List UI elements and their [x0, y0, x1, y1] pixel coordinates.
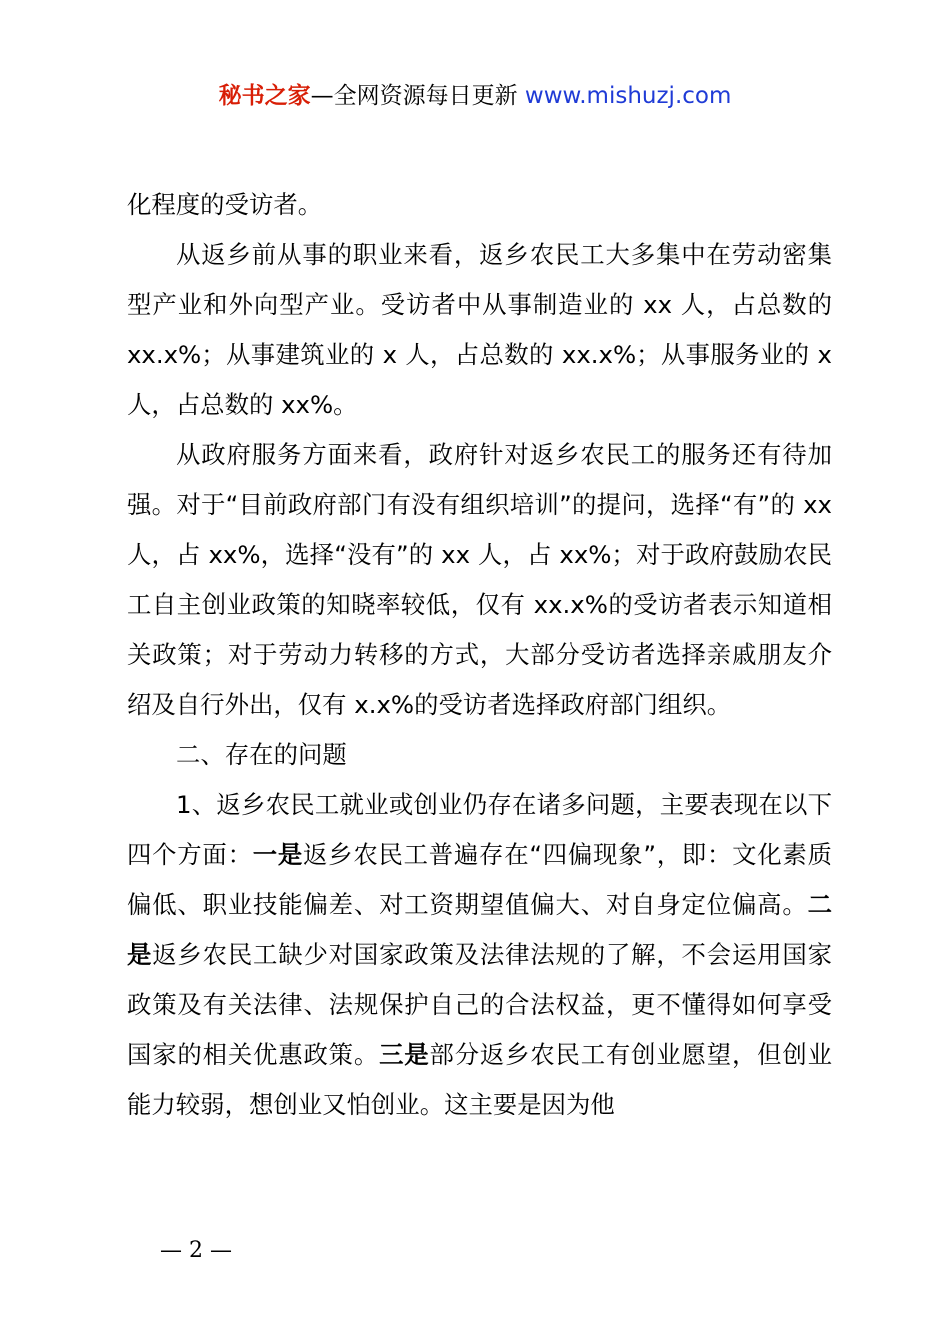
- emphasis-third: 三是: [379, 1040, 430, 1069]
- site-header: [0, 80, 950, 112]
- page-number: — 2 —: [160, 1238, 232, 1263]
- paragraph-occupation: 从返乡前从事的职业来看，返乡农民工大多集中在劳动密集型产业和外向型产业。受访者中从事制造业的 xx 人，占总数的 xx.x%；从事建筑业的 x 人，占总数的 xx.x%；从事服务业的 x 人，占总数的 xx%。: [127, 240, 832, 419]
- site-url-link[interactable]: www.mishuzj.com: [524, 83, 732, 109]
- site-slogan: —全网资源每日更新: [310, 83, 525, 109]
- site-brand: 秘书之家: [218, 83, 311, 109]
- emphasis-first: 一是: [252, 840, 304, 869]
- document-body: [127, 180, 832, 1130]
- paragraph-problems: 1、返乡农民工就业或创业仍存在诸多问题，主要表现在以下四个方面：一是返乡农民工普遍存在“四偏现象”，即：文化素质偏低、职业技能偏差、对工资期望值偏大、对自身定位偏高。二是返乡农民工缺少对国家政策及法律法规的了解，不会运用国家政策及有关法律、法规保护自己的合法权益，更不懂得如何享受国家的相关优惠政策。三是部分返乡农民工有创业愿望，但创业能力较弱，想创业又怕创业。这主要是因为他: [127, 790, 832, 1119]
- paragraph-government-service: 从政府服务方面来看，政府针对返乡农民工的服务还有待加强。对于“目前政府部门有没有组织培训”的提问，选择“有”的 xx 人，占 xx%，选择“没有”的 xx 人，占 xx%；对于政府鼓励农民工自主创业政策的知晓率较低，仅有 xx.x%的受访者表示知道相关政策；对于劳动力转移的方式，大部分受访者选择亲戚朋友介绍及自行外出，仅有 x.x%的受访者选择政府部门组织。: [127, 440, 832, 719]
- paragraph-continuation: 化程度的受访者。: [127, 190, 323, 219]
- emphasis-second: 二是: [127, 890, 832, 969]
- section-heading-problems: 二、存在的问题: [176, 740, 347, 769]
